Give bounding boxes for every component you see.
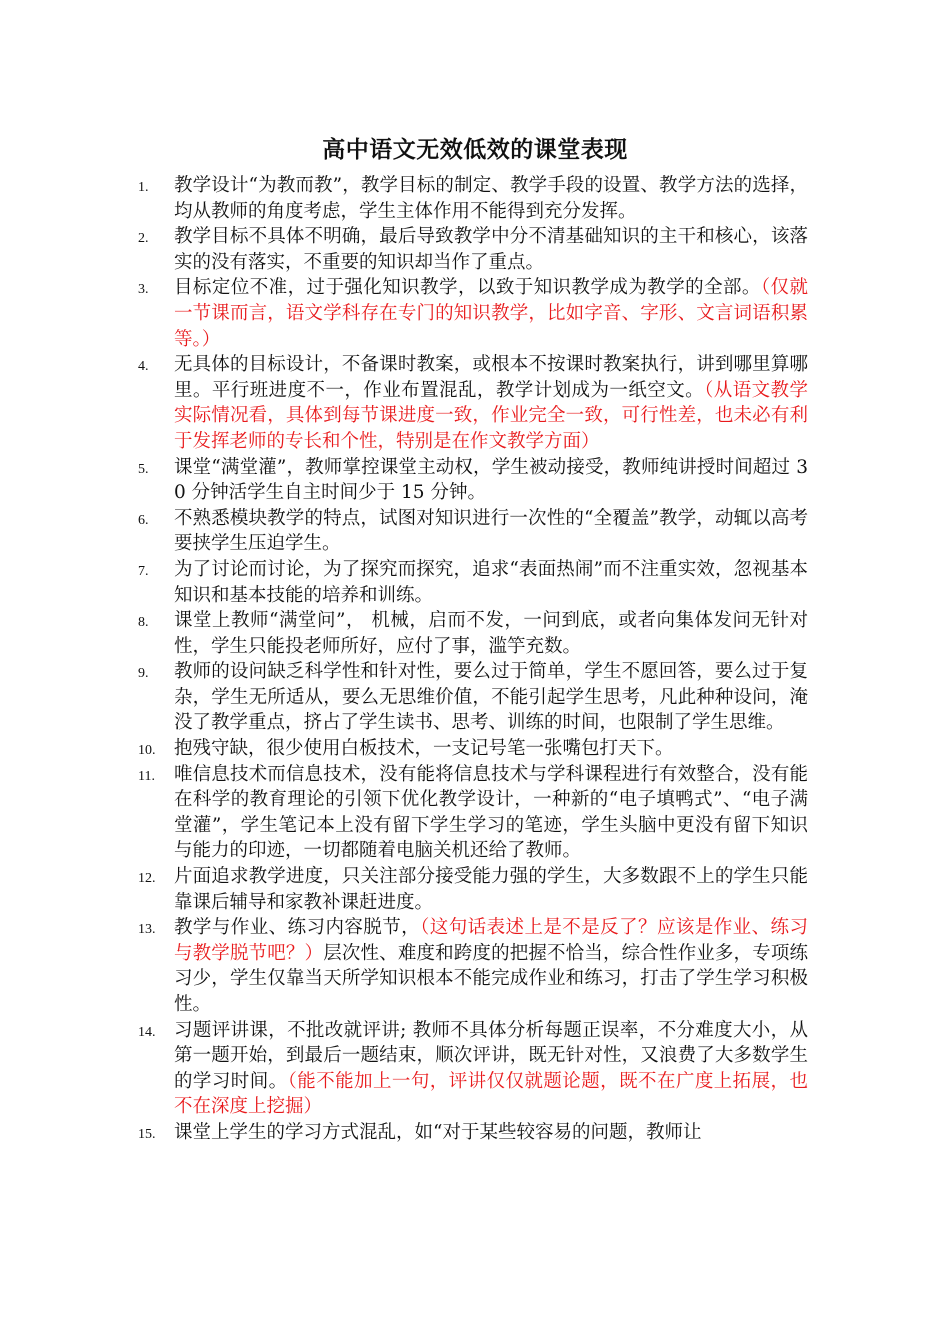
item-text-segment: 课堂“满堂灌”，教师掌控课堂主动权，学生被动接受，教师纯讲授时间超过 30 分钟活学生自主时间少于 15 分钟。 <box>174 456 808 504</box>
annotation-comment: （从语文教学实际情况看，具体到每节课进度一致，作业完全一致，可行性差，也未必有利于发挥老师的专长和个性，特别是在作文教学方面） <box>174 379 808 452</box>
list-item <box>138 1018 808 1120</box>
item-number: 5. <box>138 461 149 477</box>
item-list <box>138 173 808 1146</box>
item-number: 9. <box>138 666 149 682</box>
item-text-segment: 教师的设问缺乏科学性和针对性，要么过于简单，学生不愿回答，要么过于复杂，学生无所适从，要么无思维价值，不能引起学生思考，凡此种种设问，淹没了教学重点，挤占了学生读书、思考、训练的时间，也限制了学生思维。 <box>174 661 808 734</box>
item-text-segment: 层次性、难度和跨度的把握不恰当，综合性作业多，专项练习少，学生仅靠当天所学知识根本不能完成作业和练习，打击了学生学习积极性。 <box>174 942 808 1015</box>
item-number: 6. <box>138 512 149 528</box>
list-item <box>138 455 808 506</box>
item-text <box>174 1120 808 1146</box>
item-text <box>174 506 808 557</box>
item-number: 1. <box>138 180 149 195</box>
list-item <box>138 915 808 1017</box>
annotation-comment: （仅就一节课而言，语文学科存在专门的知识教学，比如字音、字形、文言词语积累等。） <box>174 277 808 350</box>
item-text-segment: 教学与作业、练习内容脱节， <box>174 917 421 939</box>
item-text <box>174 173 808 224</box>
item-text-segment: 无具体的目标设计，不备课时教案，或根本不按课时教案执行，讲到哪里算哪里。平行班进度不一，作业布置混乱，教学计划成为一纸空文。 <box>174 354 808 401</box>
list-item <box>138 736 808 762</box>
item-text-segment: 课堂上学生的学习方式混乱，如“对于某些较容易的问题，教师让 <box>174 1121 702 1143</box>
item-text-segment: 片面追求教学进度，只关注部分接受能力强的学生，大多数跟不上的学生只能靠课后辅导和家教补课赶进度。 <box>174 866 808 913</box>
list-item <box>138 352 808 454</box>
item-text-segment: 课堂上教师“满堂问”， 机械，启而不发，一问到底，或者向集体发问无针对性，学生只能投老师所好，应付了事，滥竽充数。 <box>174 610 808 657</box>
list-item <box>138 557 808 608</box>
item-text <box>174 659 808 736</box>
list-item <box>138 275 808 352</box>
item-text <box>174 455 808 506</box>
item-number: 2. <box>138 231 149 247</box>
item-text-segment: 不熟悉模块教学的特点，试图对知识进行一次性的“全覆盖”教学，动辄以高考要挟学生压迫学生。 <box>174 507 808 555</box>
list-item <box>138 659 808 736</box>
item-text-segment: 习题评讲课，不批改就评讲; 教师不具体分析每题正误率，不分难度大小，从第一题开始，到最后一题结束，顺次评讲，既无针对性，又浪费了大多数学生的学习时间。 <box>174 1019 808 1092</box>
item-text-segment: 唯信息技术而信息技术，没有能将信息技术与学科课程进行有效整合，没有能在科学的教育理论的引领下优化教学设计，一种新的“电子填鸭式”、“电子满堂灌”，学生笔记本上没有留下学生学习的笔迹，学生头脑中更没有留下知识与能力的印迹，一切都随着电脑关机还给了教师。 <box>174 763 808 862</box>
item-number: 13. <box>138 922 156 938</box>
list-item <box>138 1120 808 1146</box>
item-text <box>174 275 808 352</box>
item-text-segment: 目标定位不准，过于强化知识教学，以致于知识教学成为教学的全部。 <box>174 277 761 299</box>
list-item <box>138 864 808 915</box>
item-text-segment: 为了讨论而讨论，为了探究而探究，追求“表面热闹”而不注重实效，忽视基本知识和基本技能的培养和训练。 <box>174 558 808 606</box>
item-number: 15. <box>138 1126 156 1142</box>
item-text <box>174 1018 808 1120</box>
item-text-segment: 抱残守缺，很少使用白板技术，一支记号笔一张嘴包打天下。 <box>174 738 674 760</box>
item-number: 7. <box>138 563 149 579</box>
item-text <box>174 915 808 1017</box>
item-number: 3. <box>138 282 149 298</box>
item-text <box>174 864 808 915</box>
item-text <box>174 762 808 864</box>
item-number: 10. <box>138 743 156 759</box>
list-item <box>138 173 808 224</box>
annotation-comment: （能不能加上一句，评讲仅仅就题论题，既不在广度上拓展，也不在深度上挖掘） <box>174 1070 808 1118</box>
item-text <box>174 557 808 608</box>
list-item <box>138 224 808 275</box>
list-item <box>138 506 808 557</box>
item-text <box>174 608 808 659</box>
list-item <box>138 608 808 659</box>
item-text-segment: 教学设计“为教而教”，教学目标的制定、教学手段的设置、教学方法的选择，均从教师的角度考虑，学生主体作用不能得到充分发挥。 <box>174 175 808 222</box>
item-number: 8. <box>138 615 149 631</box>
item-text <box>174 224 808 275</box>
item-number: 4. <box>138 359 149 375</box>
document-title: 高中语文无效低效的课堂表现 <box>322 136 628 163</box>
item-number: 12. <box>138 871 156 887</box>
list-item <box>138 762 808 864</box>
item-text <box>174 736 808 762</box>
annotation-comment: （这句话表述上是不是反了？应该是作业、练习与教学脱节吧？） <box>174 917 808 964</box>
item-number: 11. <box>138 768 155 784</box>
item-number: 14. <box>138 1024 156 1040</box>
item-text-segment: 教学目标不具体不明确，最后导致教学中分不清基础知识的主干和核心，该落实的没有落实，不重要的知识却当作了重点。 <box>174 226 808 273</box>
item-text <box>174 352 808 454</box>
